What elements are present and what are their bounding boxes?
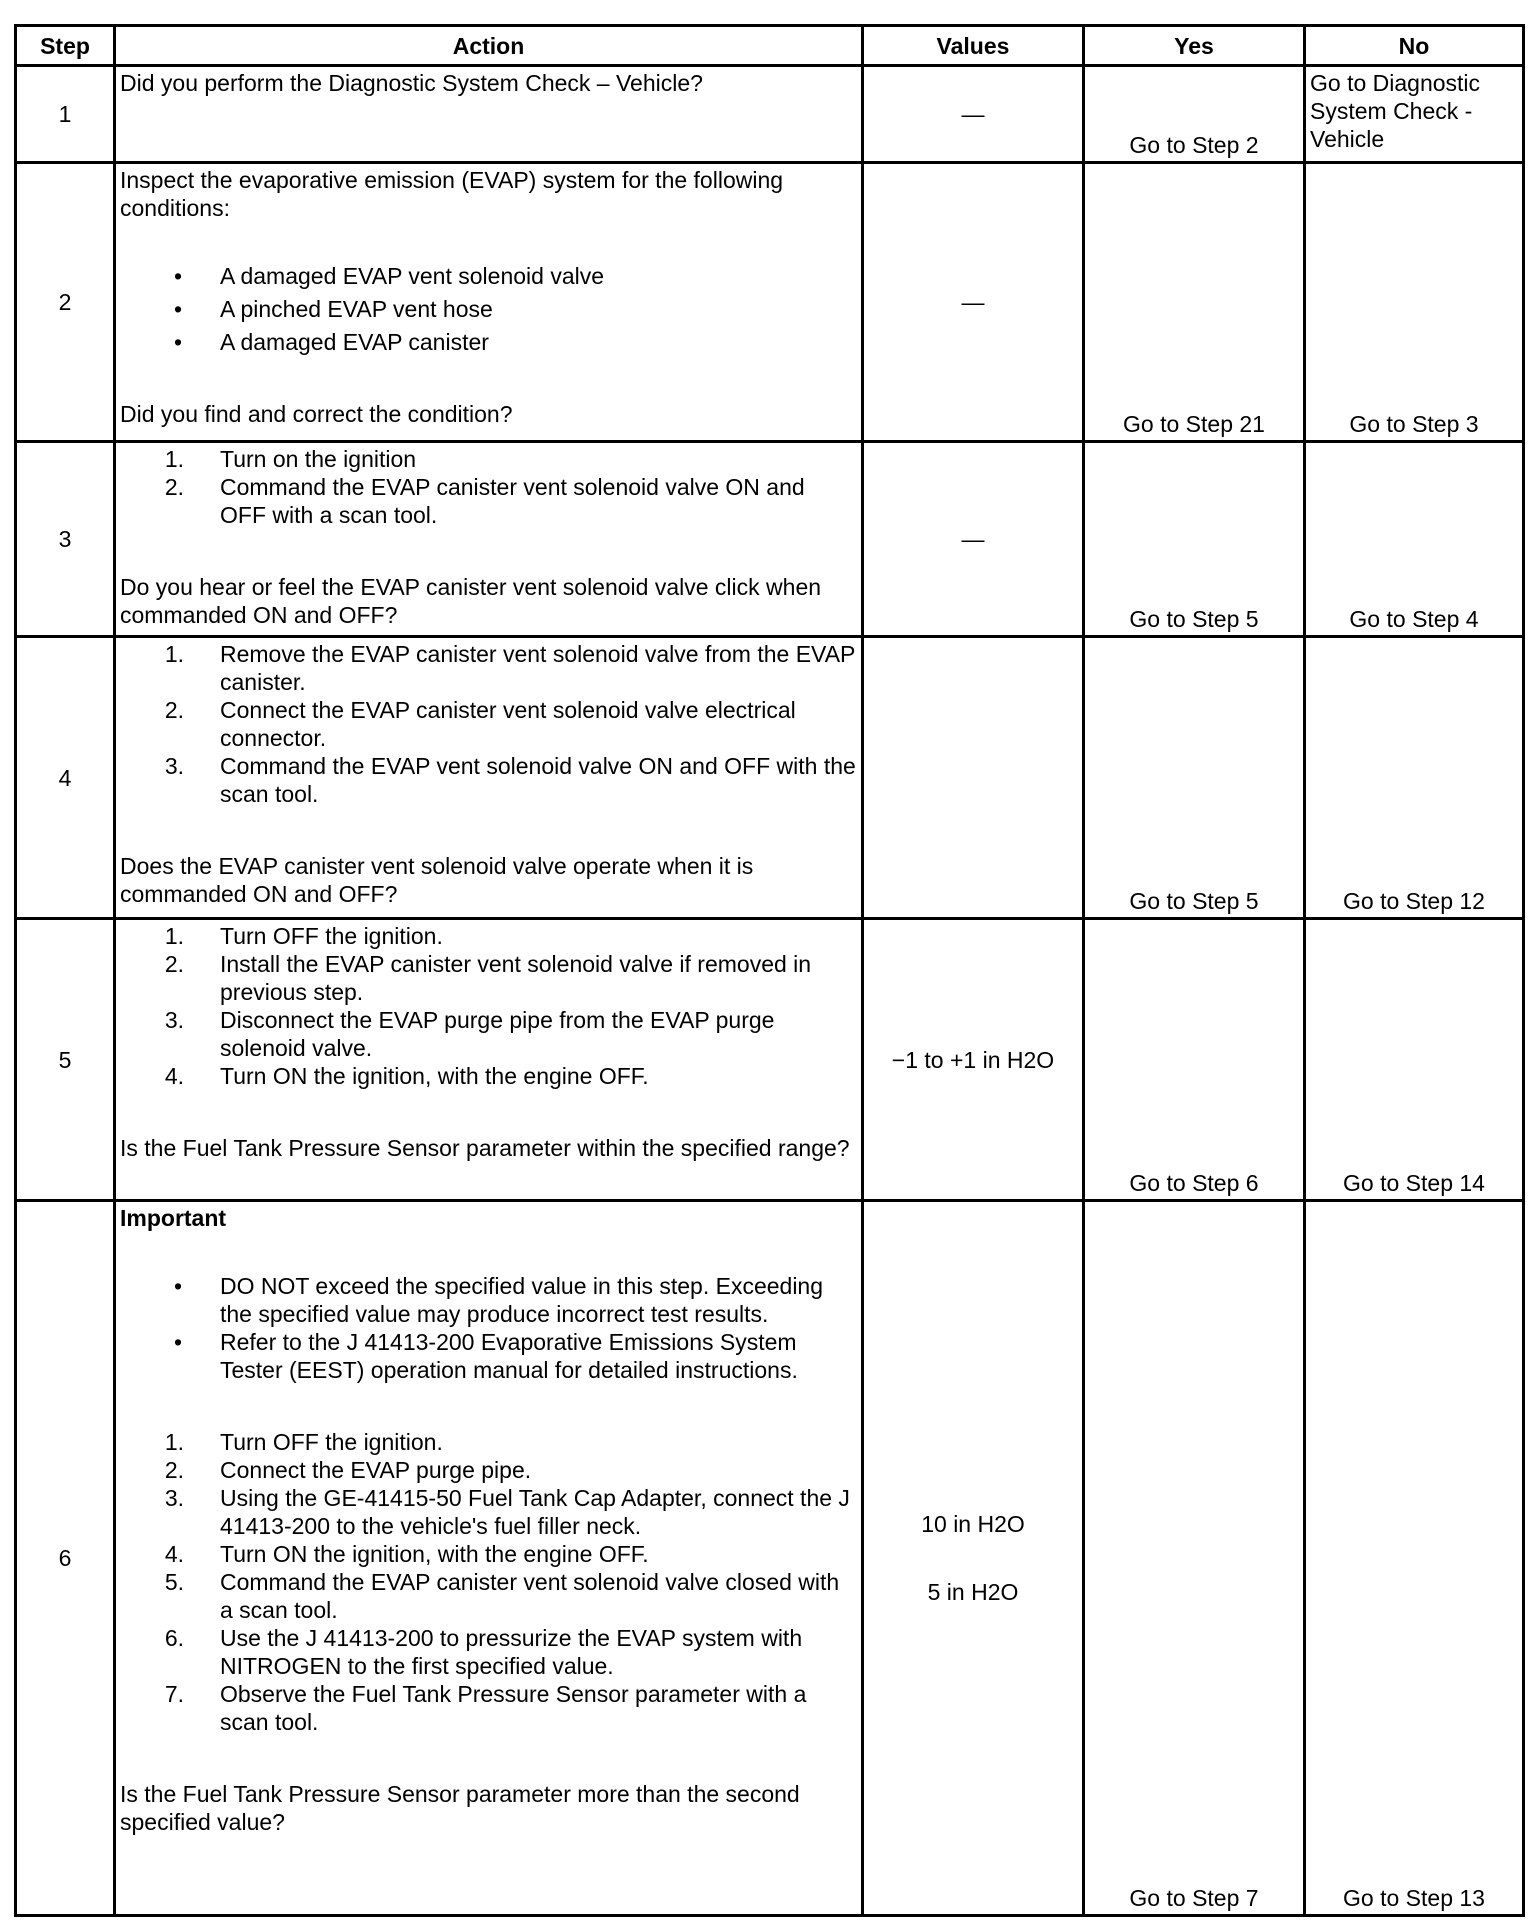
yes-cell: Go to Step 2	[1084, 66, 1305, 163]
second-value: 5 in H2O	[927, 1579, 1019, 1605]
table-row	[16, 66, 1524, 163]
list-item: • Refer to the J 41413-200 Evaporative Emissions System Tester (EEST) operation manual for detailed instructions.	[120, 1328, 857, 1384]
action-question: Is the Fuel Tank Pressure Sensor parameter within the specified range?	[120, 1135, 850, 1161]
no-cell: Go to Step 3	[1305, 163, 1524, 442]
list-item: 2. Command the EVAP canister vent solenoid valve ON and OFF with a scan tool.	[164, 474, 805, 528]
header-step: Step	[16, 26, 115, 66]
list-item: • A damaged EVAP vent solenoid valve	[120, 262, 857, 290]
values-cell	[863, 1201, 1084, 1916]
list-item: 1. Turn OFF the ignition.	[164, 923, 443, 949]
diagnostic-table-container	[14, 24, 1522, 1917]
action-cell	[115, 66, 863, 163]
important-heading: Important	[120, 1205, 227, 1231]
yes-cell: Go to Step 5	[1084, 442, 1305, 637]
header-values: Values	[863, 26, 1084, 66]
list-item: • DO NOT exceed the specified value in this step. Exceeding the specified value may produce incorrect test results.	[120, 1272, 857, 1328]
table-row	[16, 163, 1524, 442]
no-cell: Go to Diagnostic System Check - Vehicle	[1305, 66, 1524, 163]
no-cell: Go to Step 12	[1305, 637, 1524, 919]
important-notes	[120, 1272, 857, 1384]
step-number: 2	[16, 163, 115, 442]
action-cell	[115, 442, 863, 637]
table-row	[16, 919, 1524, 1201]
list-item: 4. Turn ON the ignition, with the engine OFF.	[164, 1541, 649, 1567]
bullet-icon: •	[173, 1329, 183, 1355]
header-no: No	[1305, 26, 1524, 66]
bullet-icon: •	[173, 296, 183, 322]
no-cell: Go to Step 14	[1305, 919, 1524, 1201]
action-question: Did you find and correct the condition?	[120, 401, 513, 427]
action-question: Do you hear or feel the EVAP canister vent solenoid valve click when commanded ON and OFF?	[120, 574, 822, 628]
yes-cell: Go to Step 7	[1084, 1201, 1305, 1916]
action-cell	[115, 163, 863, 442]
bullet-icon: •	[173, 329, 183, 355]
procedure-list	[120, 640, 857, 808]
condition-list	[120, 262, 857, 356]
list-item: 3. Using the GE-41415-50 Fuel Tank Cap Adapter, connect the J 41413-200 to the vehicle's fuel filler neck.	[164, 1485, 850, 1539]
action-cell	[115, 637, 863, 919]
step-number: 4	[16, 637, 115, 919]
procedure-list	[120, 445, 857, 529]
bullet-icon: •	[173, 1273, 183, 1299]
header-action: Action	[115, 26, 863, 66]
list-item: 1. Turn OFF the ignition.	[164, 1429, 443, 1455]
values-cell: −1 to +1 in H2O	[863, 919, 1084, 1201]
yes-cell: Go to Step 5	[1084, 637, 1305, 919]
no-cell: Go to Step 4	[1305, 442, 1524, 637]
values-cell: —	[863, 442, 1084, 637]
action-cell	[115, 1201, 863, 1916]
list-item: 6. Use the J 41413-200 to pressurize the EVAP system with NITROGEN to the first specified value.	[164, 1625, 803, 1679]
list-item: 3. Command the EVAP vent solenoid valve ON and OFF with the scan tool.	[164, 753, 856, 807]
list-item: • A damaged EVAP canister	[120, 328, 857, 356]
header-yes: Yes	[1084, 26, 1305, 66]
action-intro: Did you perform the Diagnostic System Check – Vehicle?	[120, 70, 703, 96]
yes-cell: Go to Step 21	[1084, 163, 1305, 442]
action-intro: Inspect the evaporative emission (EVAP) system for the following conditions:	[120, 167, 784, 221]
table-row	[16, 637, 1524, 919]
list-item: 1. Turn on the ignition	[164, 446, 417, 472]
list-item: 3. Disconnect the EVAP purge pipe from the EVAP purge solenoid valve.	[164, 1007, 775, 1061]
list-item: 2. Connect the EVAP canister vent solenoid valve electrical connector.	[164, 697, 796, 751]
bullet-icon: •	[173, 263, 183, 289]
action-question: Is the Fuel Tank Pressure Sensor parameter more than the second specified value?	[120, 1781, 800, 1835]
step-number: 3	[16, 442, 115, 637]
values-cell: —	[863, 66, 1084, 163]
first-value: 10 in H2O	[921, 1511, 1025, 1537]
list-item: 2. Connect the EVAP purge pipe.	[164, 1457, 532, 1483]
list-item: 2. Install the EVAP canister vent solenoid valve if removed in previous step.	[164, 951, 812, 1005]
no-cell: Go to Step 13	[1305, 1201, 1524, 1916]
list-item: 5. Command the EVAP canister vent solenoid valve closed with a scan tool.	[164, 1569, 840, 1623]
procedure-list	[120, 1428, 857, 1736]
values-cell	[863, 637, 1084, 919]
list-item: 1. Remove the EVAP canister vent solenoid valve from the EVAP canister.	[164, 641, 855, 695]
table-row	[16, 1201, 1524, 1916]
procedure-list	[120, 922, 857, 1090]
step-number: 1	[16, 66, 115, 163]
yes-cell: Go to Step 6	[1084, 919, 1305, 1201]
step-number: 5	[16, 919, 115, 1201]
list-item: • A pinched EVAP vent hose	[120, 295, 857, 323]
action-cell	[115, 919, 863, 1201]
header-row	[16, 26, 1524, 66]
list-item: 4. Turn ON the ignition, with the engine OFF.	[164, 1063, 649, 1089]
action-question: Does the EVAP canister vent solenoid valve operate when it is commanded ON and OFF?	[120, 853, 754, 907]
table-row	[16, 442, 1524, 637]
list-item: 7. Observe the Fuel Tank Pressure Sensor parameter with a scan tool.	[164, 1681, 807, 1735]
values-cell: —	[863, 163, 1084, 442]
diagnostic-table	[14, 24, 1525, 1917]
step-number: 6	[16, 1201, 115, 1916]
